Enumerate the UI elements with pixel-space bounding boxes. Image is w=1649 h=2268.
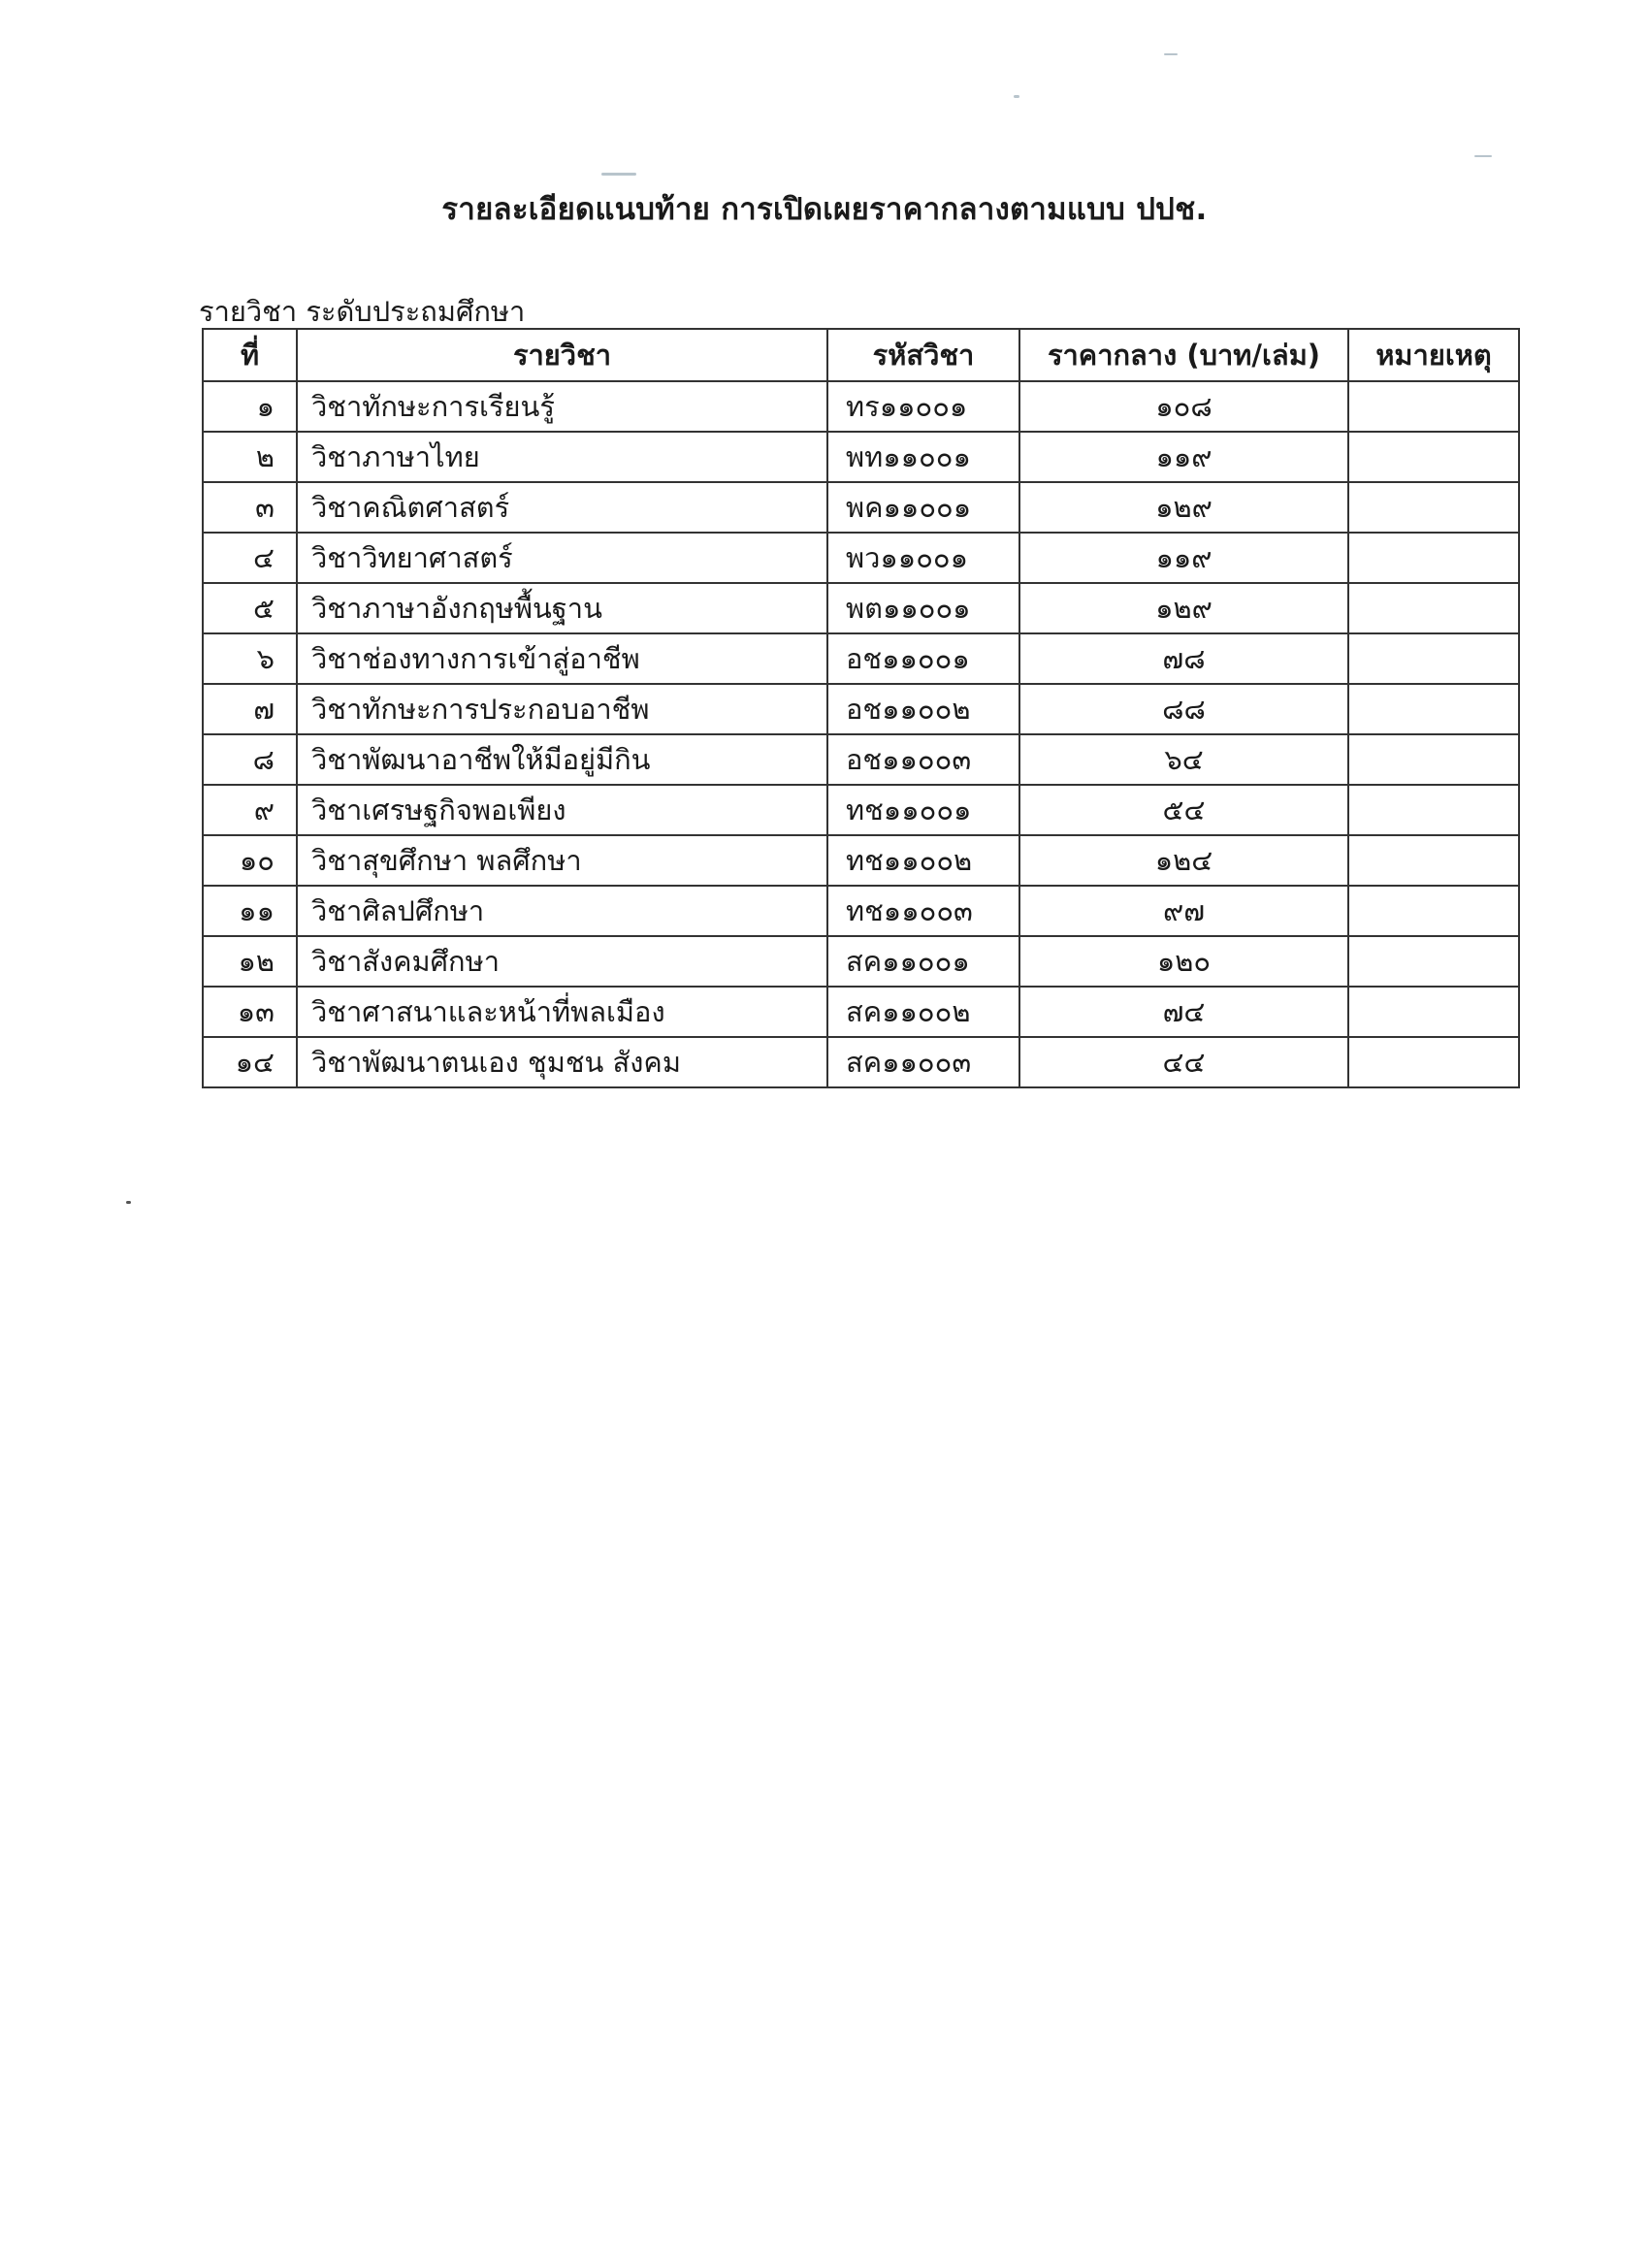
cell-subject-code: อช๑๑๐๐๓ — [827, 734, 1019, 785]
cell-subject: วิชาช่องทางการเข้าสู่อาชีพ — [297, 633, 827, 684]
header-subject: รายวิชา — [297, 329, 827, 381]
cell-subject-code: สค๑๑๐๐๑ — [827, 936, 1019, 987]
cell-no: ๑ — [203, 381, 297, 432]
cell-subject: วิชาวิทยาศาสตร์ — [297, 533, 827, 583]
cell-median-price: ๑๒๐ — [1019, 936, 1348, 987]
cell-remark — [1348, 835, 1519, 886]
cell-subject-code: พท๑๑๐๐๑ — [827, 432, 1019, 482]
cell-remark — [1348, 734, 1519, 785]
scan-speck — [1474, 155, 1492, 157]
cell-subject-code: อช๑๑๐๐๒ — [827, 684, 1019, 734]
cell-subject-code: สค๑๑๐๐๒ — [827, 987, 1019, 1037]
cell-remark — [1348, 482, 1519, 533]
cell-median-price: ๑๑๙ — [1019, 432, 1348, 482]
cell-no: ๗ — [203, 684, 297, 734]
table-row — [203, 835, 1519, 886]
cell-no: ๙ — [203, 785, 297, 835]
table-row — [203, 432, 1519, 482]
section-label: รายวิชา ระดับประถมศึกษา — [199, 295, 526, 328]
table-row — [203, 785, 1519, 835]
cell-subject: วิชาเศรษฐกิจพอเพียง — [297, 785, 827, 835]
table-row — [203, 936, 1519, 987]
scan-speck — [601, 173, 636, 176]
cell-subject: วิชาพัฒนาอาชีพให้มีอยู่มีกิน — [297, 734, 827, 785]
cell-subject-code: พว๑๑๐๐๑ — [827, 533, 1019, 583]
cell-subject: วิชาภาษาอังกฤษพื้นฐาน — [297, 583, 827, 633]
cell-no: ๓ — [203, 482, 297, 533]
cell-subject: วิชาภาษาไทย — [297, 432, 827, 482]
cell-subject: วิชาสังคมศึกษา — [297, 936, 827, 987]
cell-remark — [1348, 633, 1519, 684]
median-price-table — [202, 328, 1520, 1088]
header-median-price: ราคากลาง (บาท/เล่ม) — [1019, 329, 1348, 381]
cell-no: ๖ — [203, 633, 297, 684]
table-row — [203, 734, 1519, 785]
header-no: ที่ — [203, 329, 297, 381]
cell-no: ๒ — [203, 432, 297, 482]
cell-no: ๔ — [203, 533, 297, 583]
cell-subject-code: ทร๑๑๐๐๑ — [827, 381, 1019, 432]
scan-speck — [1014, 95, 1019, 98]
cell-subject-code: ทช๑๑๐๐๒ — [827, 835, 1019, 886]
cell-remark — [1348, 381, 1519, 432]
cell-subject: วิชาทักษะการเรียนรู้ — [297, 381, 827, 432]
page-title: รายละเอียดแนบท้าย การเปิดเผยราคากลางตามแบบ ปปช. — [441, 192, 1208, 227]
header-subject-code: รหัสวิชา — [827, 329, 1019, 381]
table-row — [203, 583, 1519, 633]
cell-subject: วิชาศิลปศึกษา — [297, 886, 827, 936]
cell-remark — [1348, 583, 1519, 633]
cell-remark — [1348, 785, 1519, 835]
cell-median-price: ๖๔ — [1019, 734, 1348, 785]
table-row — [203, 886, 1519, 936]
cell-remark — [1348, 684, 1519, 734]
cell-median-price: ๑๒๙ — [1019, 583, 1348, 633]
cell-median-price: ๑๐๘ — [1019, 381, 1348, 432]
cell-median-price: ๗๔ — [1019, 987, 1348, 1037]
cell-subject: วิชาสุขศึกษา พลศึกษา — [297, 835, 827, 886]
cell-subject-code: สค๑๑๐๐๓ — [827, 1037, 1019, 1087]
cell-median-price: ๑๒๙ — [1019, 482, 1348, 533]
scan-speck — [1164, 53, 1178, 55]
table-row — [203, 381, 1519, 432]
table-body — [203, 381, 1519, 1087]
cell-remark — [1348, 886, 1519, 936]
cell-no: ๑๓ — [203, 987, 297, 1037]
cell-no: ๑๒ — [203, 936, 297, 987]
cell-median-price: ๕๔ — [1019, 785, 1348, 835]
table-row — [203, 987, 1519, 1037]
table-row — [203, 482, 1519, 533]
cell-subject-code: อช๑๑๐๐๑ — [827, 633, 1019, 684]
cell-median-price: ๘๘ — [1019, 684, 1348, 734]
cell-median-price: ๔๔ — [1019, 1037, 1348, 1087]
cell-no: ๑๑ — [203, 886, 297, 936]
cell-remark — [1348, 936, 1519, 987]
table-row — [203, 684, 1519, 734]
cell-subject: วิชาคณิตศาสตร์ — [297, 482, 827, 533]
cell-median-price: ๑๒๔ — [1019, 835, 1348, 886]
cell-subject-code: ทช๑๑๐๐๑ — [827, 785, 1019, 835]
cell-subject-code: ทช๑๑๐๐๓ — [827, 886, 1019, 936]
table-row — [203, 1037, 1519, 1087]
cell-median-price: ๙๗ — [1019, 886, 1348, 936]
cell-subject-code: พต๑๑๐๐๑ — [827, 583, 1019, 633]
header-remark: หมายเหตุ — [1348, 329, 1519, 381]
cell-subject-code: พค๑๑๐๐๑ — [827, 482, 1019, 533]
cell-remark — [1348, 1037, 1519, 1087]
cell-subject: วิชาพัฒนาตนเอง ชุมชน สังคม — [297, 1037, 827, 1087]
cell-no: ๘ — [203, 734, 297, 785]
table-row — [203, 633, 1519, 684]
cell-median-price: ๗๘ — [1019, 633, 1348, 684]
cell-no: ๑๐ — [203, 835, 297, 886]
table-row — [203, 533, 1519, 583]
cell-subject: วิชาทักษะการประกอบอาชีพ — [297, 684, 827, 734]
cell-median-price: ๑๑๙ — [1019, 533, 1348, 583]
cell-no: ๑๔ — [203, 1037, 297, 1087]
table-header-row — [203, 329, 1519, 381]
cell-subject: วิชาศาสนาและหน้าที่พลเมือง — [297, 987, 827, 1037]
scan-speck — [126, 1201, 131, 1204]
cell-remark — [1348, 533, 1519, 583]
cell-remark — [1348, 432, 1519, 482]
cell-remark — [1348, 987, 1519, 1037]
cell-no: ๕ — [203, 583, 297, 633]
